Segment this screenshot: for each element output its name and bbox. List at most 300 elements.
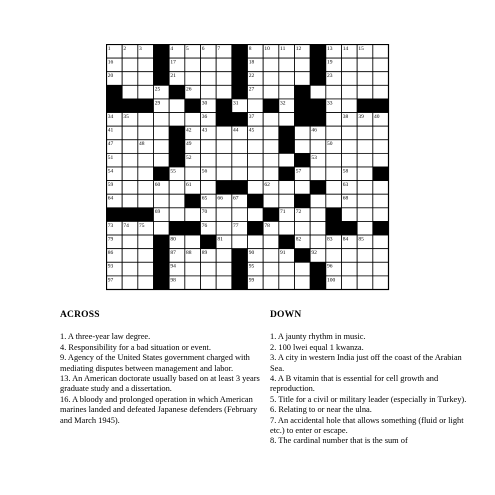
grid-cell[interactable] [357, 208, 373, 222]
grid-cell[interactable] [373, 153, 389, 167]
grid-cell[interactable] [122, 72, 138, 86]
grid-cell[interactable] [248, 235, 264, 249]
grid-cell[interactable] [122, 85, 138, 99]
grid-cell[interactable] [248, 153, 264, 167]
black-cell [295, 194, 311, 208]
black-cell [232, 113, 248, 127]
crossword-grid [106, 44, 396, 294]
black-cell [154, 167, 170, 181]
grid-cell[interactable] [248, 181, 264, 195]
grid-cell[interactable] [295, 58, 311, 72]
grid-cell[interactable] [263, 58, 279, 72]
black-cell [310, 58, 326, 72]
black-cell [248, 221, 264, 235]
cell-number: 4 [170, 45, 174, 52]
grid-cell[interactable] [279, 181, 295, 195]
grid-cell[interactable] [248, 140, 264, 154]
grid-cell[interactable] [357, 140, 373, 154]
grid-cell[interactable] [138, 194, 154, 208]
grid-cell[interactable] [342, 262, 358, 276]
grid-cell[interactable] [279, 153, 295, 167]
black-cell [310, 181, 326, 195]
grid-cell[interactable] [138, 235, 154, 249]
grid-cell[interactable] [310, 140, 326, 154]
cell-number: 78 [264, 222, 270, 229]
black-cell [232, 249, 248, 263]
black-cell [310, 262, 326, 276]
grid-cell[interactable] [216, 249, 232, 263]
black-cell [279, 126, 295, 140]
cell-number: 52 [186, 154, 192, 161]
grid-cell[interactable] [326, 113, 342, 127]
black-cell [263, 99, 279, 113]
grid-cell[interactable] [263, 72, 279, 86]
black-cell [154, 58, 170, 72]
cell-number: 85 [358, 236, 364, 243]
grid-cell[interactable] [295, 181, 311, 195]
grid-cell[interactable] [310, 208, 326, 222]
grid-cell[interactable] [279, 113, 295, 127]
cell-number: 7 [217, 45, 221, 52]
grid-cell[interactable] [263, 126, 279, 140]
black-cell [185, 221, 201, 235]
black-cell [248, 194, 264, 208]
grid-cell[interactable] [263, 249, 279, 263]
cell-number: 30 [201, 100, 208, 107]
grid-cell[interactable] [185, 276, 201, 290]
grid-cell[interactable] [342, 140, 358, 154]
black-cell [310, 45, 326, 59]
grid-cell[interactable] [373, 126, 389, 140]
cell-number: 12 [295, 45, 302, 52]
grid-cell[interactable] [216, 126, 232, 140]
cell-number: 70 [201, 209, 208, 216]
black-cell [169, 85, 185, 99]
black-cell [232, 262, 248, 276]
black-cell [138, 208, 154, 222]
grid-cell[interactable] [201, 58, 217, 72]
black-cell [232, 72, 248, 86]
grid-cell[interactable] [185, 72, 201, 86]
black-cell [326, 208, 342, 222]
grid-cell[interactable] [373, 276, 389, 290]
down-clues [270, 310, 475, 447]
black-cell [295, 153, 311, 167]
grid-cell[interactable] [216, 72, 232, 86]
cell-number: 57 [295, 168, 302, 175]
grid-cell[interactable] [279, 276, 295, 290]
cell-number: 53 [311, 154, 317, 161]
cell-number: 26 [186, 86, 192, 93]
down-heading: DOWN [270, 310, 302, 320]
across-clue: 4. Responsibility for a bad situation or event. [60, 342, 211, 352]
down-clue: 1. A jaunty rhythm in music. [270, 332, 366, 342]
grid-cell[interactable] [373, 208, 389, 222]
grid-cell[interactable] [263, 140, 279, 154]
grid-cell[interactable] [201, 276, 217, 290]
grid-cell[interactable] [216, 276, 232, 290]
cell-number: 32 [280, 100, 286, 107]
grid-cell[interactable] [326, 126, 342, 140]
grid-cell[interactable] [138, 276, 154, 290]
cell-number: 42 [186, 127, 192, 134]
grid-cell[interactable] [373, 140, 389, 154]
grid-cell[interactable] [154, 221, 170, 235]
black-cell [169, 153, 185, 167]
black-cell [169, 126, 185, 140]
grid-cell[interactable] [185, 113, 201, 127]
cell-number: 90 [248, 250, 255, 257]
black-cell [169, 140, 185, 154]
grid-cell[interactable] [373, 262, 389, 276]
black-cell [154, 249, 170, 263]
down-clue: 2. 100 lwei equal 1 kwanza. [270, 342, 364, 352]
grid-cell[interactable] [310, 221, 326, 235]
across-clue: 9. Agency of the United States government charged with mediating disputes between management and labor. [60, 353, 250, 373]
black-cell [154, 72, 170, 86]
cell-number: 65 [201, 195, 208, 202]
grid-cell[interactable] [154, 126, 170, 140]
grid-cell[interactable] [169, 208, 185, 222]
grid-cell[interactable] [138, 167, 154, 181]
cell-number: 91 [280, 250, 286, 257]
grid-cell[interactable] [138, 249, 154, 263]
grid-cell[interactable] [357, 58, 373, 72]
grid-cell[interactable] [122, 126, 138, 140]
black-cell [373, 221, 389, 235]
cell-number: 92 [311, 250, 317, 257]
grid-cell[interactable] [263, 262, 279, 276]
grid-cell[interactable] [310, 235, 326, 249]
grid-cell[interactable] [263, 276, 279, 290]
black-cell [154, 262, 170, 276]
across-clue: 1. A three-year law degree. [60, 332, 151, 342]
grid-cell[interactable] [342, 249, 358, 263]
cell-number: 3 [139, 45, 142, 52]
grid-cell[interactable] [122, 235, 138, 249]
grid-cell[interactable] [216, 208, 232, 222]
grid-cell[interactable] [138, 113, 154, 127]
grid-cell[interactable] [154, 194, 170, 208]
grid-cell[interactable] [326, 85, 342, 99]
grid-cell[interactable] [185, 235, 201, 249]
grid-cell[interactable] [373, 72, 389, 86]
grid-cell[interactable] [357, 72, 373, 86]
grid-cell[interactable] [357, 276, 373, 290]
black-cell [216, 113, 232, 127]
grid-cell[interactable] [122, 167, 138, 181]
grid-cell[interactable] [279, 221, 295, 235]
grid-cell[interactable] [326, 194, 342, 208]
grid-cell[interactable] [248, 208, 264, 222]
black-cell [154, 235, 170, 249]
grid-cell[interactable] [342, 99, 358, 113]
cell-number: 69 [154, 209, 161, 216]
cell-number: 99 [248, 277, 255, 284]
cell-number: 6 [201, 45, 205, 52]
grid-cell[interactable] [326, 153, 342, 167]
grid-cell[interactable] [138, 153, 154, 167]
grid-cell[interactable] [122, 262, 138, 276]
cell-number: 94 [170, 263, 176, 270]
grid-cell[interactable] [295, 140, 311, 154]
grid-cell[interactable] [201, 181, 217, 195]
cell-number: 44 [233, 127, 239, 134]
grid-cell[interactable] [216, 262, 232, 276]
grid-cell[interactable] [185, 262, 201, 276]
cell-number: 35 [123, 113, 129, 120]
cell-number: 66 [217, 195, 223, 202]
grid-cell[interactable] [373, 181, 389, 195]
cell-number: 96 [327, 263, 333, 270]
grid-cell[interactable] [232, 153, 248, 167]
black-cell [154, 45, 170, 59]
grid-cell[interactable] [201, 153, 217, 167]
cell-number: 25 [154, 86, 161, 93]
grid-cell[interactable] [263, 113, 279, 127]
grid-cell[interactable] [263, 235, 279, 249]
grid-cell[interactable] [295, 126, 311, 140]
grid-cell[interactable] [169, 181, 185, 195]
down-clue: 4. A B vitamin that is essential for cell growth and reproduction. [270, 374, 439, 394]
grid-cell[interactable] [169, 113, 185, 127]
grid-cell[interactable] [342, 126, 358, 140]
black-cell [169, 221, 185, 235]
grid-cell[interactable] [216, 167, 232, 181]
grid-cell[interactable] [232, 235, 248, 249]
cell-number: 60 [154, 182, 161, 189]
grid-cell[interactable] [373, 45, 389, 59]
black-cell [216, 99, 232, 113]
black-cell [107, 208, 123, 222]
black-cell [357, 99, 373, 113]
grid-cell[interactable] [185, 208, 201, 222]
grid-cell[interactable] [342, 85, 358, 99]
black-cell [154, 276, 170, 290]
cell-number: 76 [201, 222, 208, 229]
grid-cell[interactable] [122, 58, 138, 72]
cell-number: 22 [248, 73, 255, 80]
black-cell [295, 99, 311, 113]
grid-cell[interactable] [263, 85, 279, 99]
black-cell [279, 140, 295, 154]
grid-cell[interactable] [154, 153, 170, 167]
cell-number: 86 [107, 250, 114, 257]
cell-number: 1 [107, 45, 111, 52]
black-cell [232, 85, 248, 99]
cell-number: 73 [107, 222, 114, 229]
cell-number: 80 [170, 236, 176, 243]
grid-cell[interactable] [216, 85, 232, 99]
cell-number: 98 [170, 277, 176, 284]
grid-cell[interactable] [295, 262, 311, 276]
grid-cell[interactable] [295, 72, 311, 86]
grid-cell[interactable] [122, 194, 138, 208]
cell-number: 46 [311, 127, 317, 134]
grid-cell[interactable] [185, 167, 201, 181]
grid-cell[interactable] [248, 99, 264, 113]
grid-cell[interactable] [138, 85, 154, 99]
grid-cell[interactable] [310, 194, 326, 208]
cell-number: 47 [107, 141, 114, 148]
grid-cell[interactable] [357, 262, 373, 276]
grid-cell[interactable] [326, 249, 342, 263]
grid-cell[interactable] [216, 140, 232, 154]
grid-cell[interactable] [216, 221, 232, 235]
black-cell [373, 167, 389, 181]
grid-cell[interactable] [342, 153, 358, 167]
grid-cell[interactable] [263, 153, 279, 167]
cell-number: 81 [217, 236, 223, 243]
cell-number: 41 [107, 127, 114, 134]
grid-cell[interactable] [373, 249, 389, 263]
cell-number: 18 [248, 59, 255, 66]
black-cell [310, 72, 326, 86]
grid-cell[interactable] [263, 167, 279, 181]
grid-cell[interactable] [279, 85, 295, 99]
grid-cell[interactable] [342, 276, 358, 290]
grid-cell[interactable] [248, 167, 264, 181]
black-cell [342, 221, 358, 235]
black-cell [295, 113, 311, 127]
cell-number: 83 [327, 236, 333, 243]
down-clue: 8. The cardinal number that is the sum of [270, 436, 408, 446]
grid-cell[interactable] [279, 58, 295, 72]
black-cell [107, 99, 123, 113]
cell-number: 64 [107, 195, 114, 202]
grid-cell[interactable] [357, 167, 373, 181]
grid-cell[interactable] [201, 72, 217, 86]
grid-cell[interactable] [357, 153, 373, 167]
across-clue: 13. An American doctorate usually based on at least 3 years graduate study and a dissertation. [60, 374, 260, 394]
cell-number: 95 [248, 263, 255, 270]
down-clue: 6. Relating to or near the ulna. [270, 405, 372, 415]
grid-cell[interactable] [138, 181, 154, 195]
black-cell [310, 113, 326, 127]
cell-number: 82 [295, 236, 302, 243]
grid-cell[interactable] [232, 208, 248, 222]
grid-cell[interactable] [357, 85, 373, 99]
cell-number: 87 [170, 250, 176, 257]
grid-cell[interactable] [295, 276, 311, 290]
grid-cell[interactable] [185, 58, 201, 72]
grid-cell[interactable] [154, 140, 170, 154]
black-cell [185, 194, 201, 208]
black-cell [373, 99, 389, 113]
cell-number: 20 [107, 73, 114, 80]
cell-number: 2 [123, 45, 127, 52]
cell-number: 19 [327, 59, 333, 66]
cell-number: 10 [264, 45, 270, 52]
grid-cell[interactable] [138, 262, 154, 276]
grid-cell[interactable] [357, 194, 373, 208]
grid-cell[interactable] [169, 194, 185, 208]
grid-cell[interactable] [326, 181, 342, 195]
grid-cell[interactable] [122, 140, 138, 154]
cell-number: 23 [327, 73, 333, 80]
cell-number: 27 [248, 86, 255, 93]
black-cell [232, 45, 248, 59]
cell-number: 54 [107, 168, 114, 175]
grid-cell[interactable] [201, 140, 217, 154]
grid-cell[interactable] [295, 221, 311, 235]
cell-number: 14 [342, 45, 349, 52]
grid-cell[interactable] [138, 58, 154, 72]
grid-cell[interactable] [357, 181, 373, 195]
cell-number: 93 [107, 263, 114, 270]
cell-number: 45 [248, 127, 255, 134]
grid-cell[interactable] [279, 262, 295, 276]
grid-cell[interactable] [342, 72, 358, 86]
grid-cell[interactable] [201, 85, 217, 99]
grid-cell[interactable] [232, 167, 248, 181]
grid-cell[interactable] [122, 249, 138, 263]
grid-cell[interactable] [138, 72, 154, 86]
cell-number: 77 [233, 222, 239, 229]
grid-cell[interactable] [373, 194, 389, 208]
grid-cell[interactable] [357, 221, 373, 235]
grid-cell[interactable] [263, 194, 279, 208]
cell-number: 38 [342, 113, 349, 120]
cell-number: 67 [233, 195, 239, 202]
grid-cell[interactable] [373, 58, 389, 72]
cell-number: 48 [139, 141, 145, 148]
grid-cell[interactable] [310, 167, 326, 181]
cell-number: 62 [264, 182, 270, 189]
grid-cell[interactable] [310, 85, 326, 99]
down-clue: 5. Title for a civil or military leader (especially in Turkey). [270, 394, 467, 404]
grid-cell[interactable] [373, 235, 389, 249]
cell-number: 39 [358, 113, 364, 120]
across-clues [60, 310, 260, 426]
black-cell [295, 249, 311, 263]
grid-cell[interactable] [232, 140, 248, 154]
grid-cell[interactable] [201, 262, 217, 276]
grid-cell[interactable] [279, 194, 295, 208]
black-cell [232, 58, 248, 72]
grid-cell[interactable] [216, 58, 232, 72]
black-cell [232, 181, 248, 195]
grid-cell[interactable] [326, 167, 342, 181]
black-cell [138, 99, 154, 113]
grid-cell[interactable] [216, 153, 232, 167]
grid-cell[interactable] [122, 153, 138, 167]
cell-number: 37 [248, 113, 255, 120]
grid-cell[interactable] [342, 208, 358, 222]
grid-cell[interactable] [279, 72, 295, 86]
grid-cell[interactable] [122, 276, 138, 290]
cell-number: 34 [107, 113, 114, 120]
cell-number: 50 [327, 141, 333, 148]
cell-number: 97 [107, 277, 114, 284]
black-cell [326, 221, 342, 235]
black-cell [201, 235, 217, 249]
grid-cell[interactable] [373, 85, 389, 99]
grid-cell[interactable] [154, 113, 170, 127]
grid-cell[interactable] [357, 126, 373, 140]
grid-cell[interactable] [169, 99, 185, 113]
black-cell [232, 276, 248, 290]
grid-cell[interactable] [122, 181, 138, 195]
black-cell [216, 181, 232, 195]
cell-number: 61 [186, 182, 192, 189]
grid-cell[interactable] [357, 249, 373, 263]
cell-number: 55 [170, 168, 176, 175]
grid-cell[interactable] [138, 126, 154, 140]
grid-cell[interactable] [342, 58, 358, 72]
cell-number: 24 [107, 86, 114, 93]
across-clue: 16. A bloody and prolonged operation in which American marines landed and defeated Japanese defenders (February and March 1945). [60, 394, 258, 425]
